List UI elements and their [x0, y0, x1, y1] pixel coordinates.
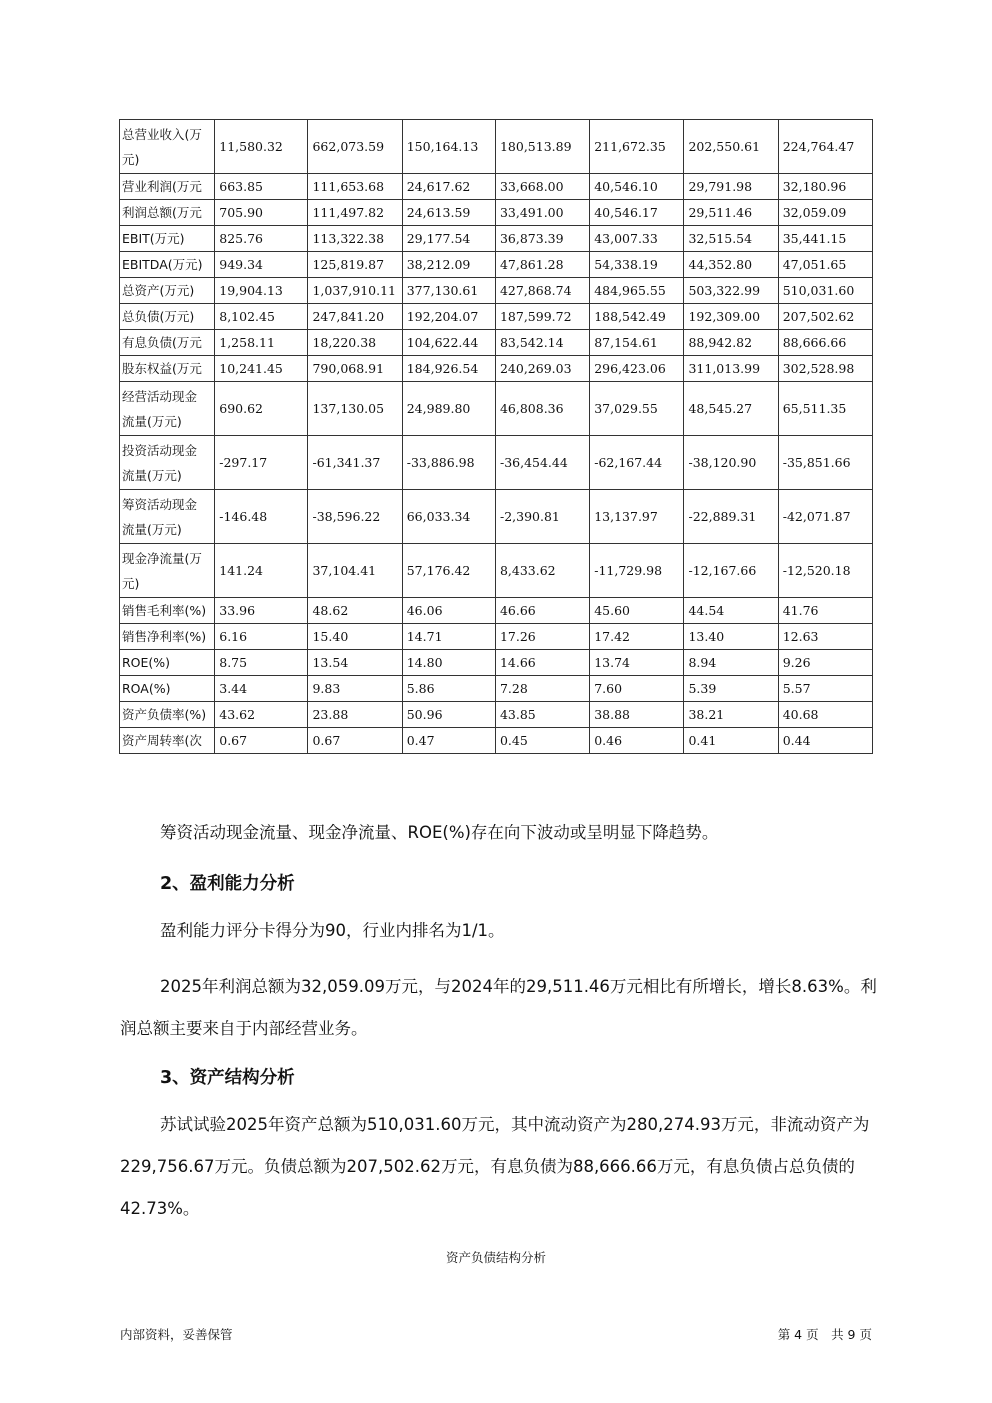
table-cell: 43.62	[215, 702, 308, 728]
row-label: 营业利润(万元	[120, 174, 215, 200]
table-cell: -11,729.98	[590, 544, 684, 598]
table-cell: 247,841.20	[308, 304, 402, 330]
table-cell: 87,154.61	[590, 330, 684, 356]
table-row	[120, 544, 873, 598]
table-cell: 13.54	[308, 650, 402, 676]
table-cell: 0.47	[402, 728, 495, 754]
table-row	[120, 382, 873, 436]
table-cell: 5.39	[684, 676, 778, 702]
table-cell: 662,073.59	[308, 120, 402, 174]
table-row	[120, 174, 873, 200]
table-cell: 192,309.00	[684, 304, 778, 330]
table-cell: 40.68	[778, 702, 872, 728]
row-label: 利润总额(万元	[120, 200, 215, 226]
table-cell: 40,546.10	[590, 174, 684, 200]
table-cell: 46.66	[495, 598, 589, 624]
table-cell: -146.48	[215, 490, 308, 544]
table-cell: -38,596.22	[308, 490, 402, 544]
table-cell: -62,167.44	[590, 436, 684, 490]
table-cell: 0.67	[215, 728, 308, 754]
table-cell: 14.71	[402, 624, 495, 650]
table-cell: 825.76	[215, 226, 308, 252]
table-cell: 32,180.96	[778, 174, 872, 200]
table-cell: 29,791.98	[684, 174, 778, 200]
table-row	[120, 650, 873, 676]
table-row	[120, 598, 873, 624]
profit-growth-text: 2025年利润总额为32,059.09万元，与2024年的29,511.46万元相比有所增长，增长8.63%。利润总额主要来自于内部经营业务。	[120, 977, 877, 1038]
table-cell: 705.90	[215, 200, 308, 226]
table-cell: 224,764.47	[778, 120, 872, 174]
table-cell: 5.86	[402, 676, 495, 702]
row-label: 总资产(万元)	[120, 278, 215, 304]
table-cell: 8,433.62	[495, 544, 589, 598]
row-label: 资产周转率(次	[120, 728, 215, 754]
financial-table-body	[120, 120, 873, 754]
row-label: 筹资活动现金流量(万元)	[120, 490, 215, 544]
table-cell: 125,819.87	[308, 252, 402, 278]
table-cell: 46,808.36	[495, 382, 589, 436]
row-label: 总营业收入(万元)	[120, 120, 215, 174]
row-label: EBITDA(万元)	[120, 252, 215, 278]
table-cell: 8.94	[684, 650, 778, 676]
table-cell: 36,873.39	[495, 226, 589, 252]
table-cell: 192,204.07	[402, 304, 495, 330]
profitability-score-text: 盈利能力评分卡得分为90，行业内排名为1/1。	[160, 921, 505, 940]
row-label: 投资活动现金流量(万元)	[120, 436, 215, 490]
table-cell: 503,322.99	[684, 278, 778, 304]
table-row	[120, 226, 873, 252]
table-cell: 10,241.45	[215, 356, 308, 382]
table-cell: 7.28	[495, 676, 589, 702]
table-cell: 427,868.74	[495, 278, 589, 304]
footer-confidential: 内部资料，妥善保管	[120, 1327, 233, 1342]
table-cell: -42,071.87	[778, 490, 872, 544]
table-cell: 150,164.13	[402, 120, 495, 174]
table-cell: 663.85	[215, 174, 308, 200]
table-cell: 83,542.14	[495, 330, 589, 356]
table-cell: 32,515.54	[684, 226, 778, 252]
table-cell: 13,137.97	[590, 490, 684, 544]
row-label: 总负债(万元)	[120, 304, 215, 330]
table-cell: 949.34	[215, 252, 308, 278]
table-cell: 3.44	[215, 676, 308, 702]
table-cell: 8,102.45	[215, 304, 308, 330]
table-cell: 23.88	[308, 702, 402, 728]
table-cell: -297.17	[215, 436, 308, 490]
table-cell: 13.40	[684, 624, 778, 650]
table-cell: 29,511.46	[684, 200, 778, 226]
table-cell: 32,059.09	[778, 200, 872, 226]
row-label: ROA(%)	[120, 676, 215, 702]
table-cell: 37,029.55	[590, 382, 684, 436]
table-cell: 180,513.89	[495, 120, 589, 174]
table-cell: 24,617.62	[402, 174, 495, 200]
table-cell: 111,497.82	[308, 200, 402, 226]
table-cell: 33,491.00	[495, 200, 589, 226]
table-cell: 311,013.99	[684, 356, 778, 382]
table-row	[120, 278, 873, 304]
table-cell: 7.60	[590, 676, 684, 702]
table-cell: 302,528.98	[778, 356, 872, 382]
table-cell: 184,926.54	[402, 356, 495, 382]
table-cell: 43.85	[495, 702, 589, 728]
table-cell: 88,666.66	[778, 330, 872, 356]
table-cell: -12,167.66	[684, 544, 778, 598]
table-cell: 296,423.06	[590, 356, 684, 382]
table-cell: 66,033.34	[402, 490, 495, 544]
table-cell: 8.75	[215, 650, 308, 676]
table-cell: 188,542.49	[590, 304, 684, 330]
table-row	[120, 252, 873, 278]
table-cell: 0.41	[684, 728, 778, 754]
table-row	[120, 200, 873, 226]
row-label: 现金净流量(万元)	[120, 544, 215, 598]
table-cell: 29,177.54	[402, 226, 495, 252]
table-cell: 113,322.38	[308, 226, 402, 252]
table-cell: 54,338.19	[590, 252, 684, 278]
table-cell: 0.46	[590, 728, 684, 754]
table-cell: 17.26	[495, 624, 589, 650]
table-cell: 48.62	[308, 598, 402, 624]
table-cell: 48,545.27	[684, 382, 778, 436]
table-cell: 47,051.65	[778, 252, 872, 278]
table-cell: 47,861.28	[495, 252, 589, 278]
section-heading-profitability: 2、盈利能力分析	[160, 874, 295, 894]
table-cell: 46.06	[402, 598, 495, 624]
table-cell: 41.76	[778, 598, 872, 624]
trend-note: 筹资活动现金流量、现金净流量、ROE(%)存在向下波动或呈明显下降趋势。	[160, 823, 719, 842]
table-cell: 38.21	[684, 702, 778, 728]
table-cell: -33,886.98	[402, 436, 495, 490]
table-cell: 211,672.35	[590, 120, 684, 174]
row-label: 销售毛利率(%)	[120, 598, 215, 624]
table-cell: 0.67	[308, 728, 402, 754]
table-cell: 9.26	[778, 650, 872, 676]
table-cell: 44,352.80	[684, 252, 778, 278]
table-cell: -36,454.44	[495, 436, 589, 490]
table-cell: 17.42	[590, 624, 684, 650]
table-cell: 1,037,910.11	[308, 278, 402, 304]
table-row	[120, 702, 873, 728]
table-cell: -12,520.18	[778, 544, 872, 598]
table-cell: -2,390.81	[495, 490, 589, 544]
row-label: 有息负债(万元	[120, 330, 215, 356]
table-cell: 37,104.41	[308, 544, 402, 598]
table-cell: 13.74	[590, 650, 684, 676]
table-row	[120, 436, 873, 490]
table-cell: 377,130.61	[402, 278, 495, 304]
table-cell: 40,546.17	[590, 200, 684, 226]
table-cell: 510,031.60	[778, 278, 872, 304]
footer-page-number: 第 4 页 共 9 页	[777, 1327, 872, 1342]
table-cell: 141.24	[215, 544, 308, 598]
table-cell: 6.16	[215, 624, 308, 650]
table-cell: 38.88	[590, 702, 684, 728]
table-cell: 14.66	[495, 650, 589, 676]
table-cell: 11,580.32	[215, 120, 308, 174]
table-cell: 50.96	[402, 702, 495, 728]
table-cell: 33.96	[215, 598, 308, 624]
table-row	[120, 490, 873, 544]
table-cell: 57,176.42	[402, 544, 495, 598]
row-label: 经营活动现金流量(万元)	[120, 382, 215, 436]
table-cell: 137,130.05	[308, 382, 402, 436]
row-label: 销售净利率(%)	[120, 624, 215, 650]
table-cell: 0.44	[778, 728, 872, 754]
table-cell: 43,007.33	[590, 226, 684, 252]
table-cell: 35,441.15	[778, 226, 872, 252]
table-row	[120, 624, 873, 650]
table-cell: 15.40	[308, 624, 402, 650]
table-cell: 5.57	[778, 676, 872, 702]
row-label: EBIT(万元)	[120, 226, 215, 252]
table-cell: 38,212.09	[402, 252, 495, 278]
table-cell: -22,889.31	[684, 490, 778, 544]
table-cell: 104,622.44	[402, 330, 495, 356]
financial-data-table	[119, 119, 873, 754]
table-cell: 19,904.13	[215, 278, 308, 304]
table-cell: 111,653.68	[308, 174, 402, 200]
table-cell: 88,942.82	[684, 330, 778, 356]
table-row	[120, 330, 873, 356]
row-label: 资产负债率(%)	[120, 702, 215, 728]
table-cell: 65,511.35	[778, 382, 872, 436]
table-cell: 45.60	[590, 598, 684, 624]
table-cell: -35,851.66	[778, 436, 872, 490]
table-cell: 202,550.61	[684, 120, 778, 174]
row-label: 股东权益(万元	[120, 356, 215, 382]
table-cell: 14.80	[402, 650, 495, 676]
table-cell: 24,613.59	[402, 200, 495, 226]
table-cell: 484,965.55	[590, 278, 684, 304]
table-cell: 44.54	[684, 598, 778, 624]
table-row	[120, 676, 873, 702]
row-label: ROE(%)	[120, 650, 215, 676]
table-row	[120, 120, 873, 174]
section-heading-asset-structure: 3、资产结构分析	[160, 1068, 295, 1088]
asset-structure-text: 苏试试验2025年资产总额为510,031.60万元，其中流动资产为280,274.93万元，非流动资产为229,756.67万元。负债总额为207,502.62万元，有息负债为88,666.66万元，有息负债占总负债的42.73%。	[120, 1115, 870, 1218]
table-cell: 24,989.80	[402, 382, 495, 436]
chart-caption: 资产负债结构分析	[445, 1250, 546, 1265]
table-cell: 18,220.38	[308, 330, 402, 356]
table-cell: 9.83	[308, 676, 402, 702]
table-cell: 1,258.11	[215, 330, 308, 356]
table-cell: -38,120.90	[684, 436, 778, 490]
table-cell: 12.63	[778, 624, 872, 650]
table-row	[120, 304, 873, 330]
table-row	[120, 356, 873, 382]
table-cell: 207,502.62	[778, 304, 872, 330]
table-cell: 33,668.00	[495, 174, 589, 200]
table-cell: 790,068.91	[308, 356, 402, 382]
table-cell: 187,599.72	[495, 304, 589, 330]
table-cell: 0.45	[495, 728, 589, 754]
table-row	[120, 728, 873, 754]
table-cell: 240,269.03	[495, 356, 589, 382]
table-cell: -61,341.37	[308, 436, 402, 490]
table-cell: 690.62	[215, 382, 308, 436]
